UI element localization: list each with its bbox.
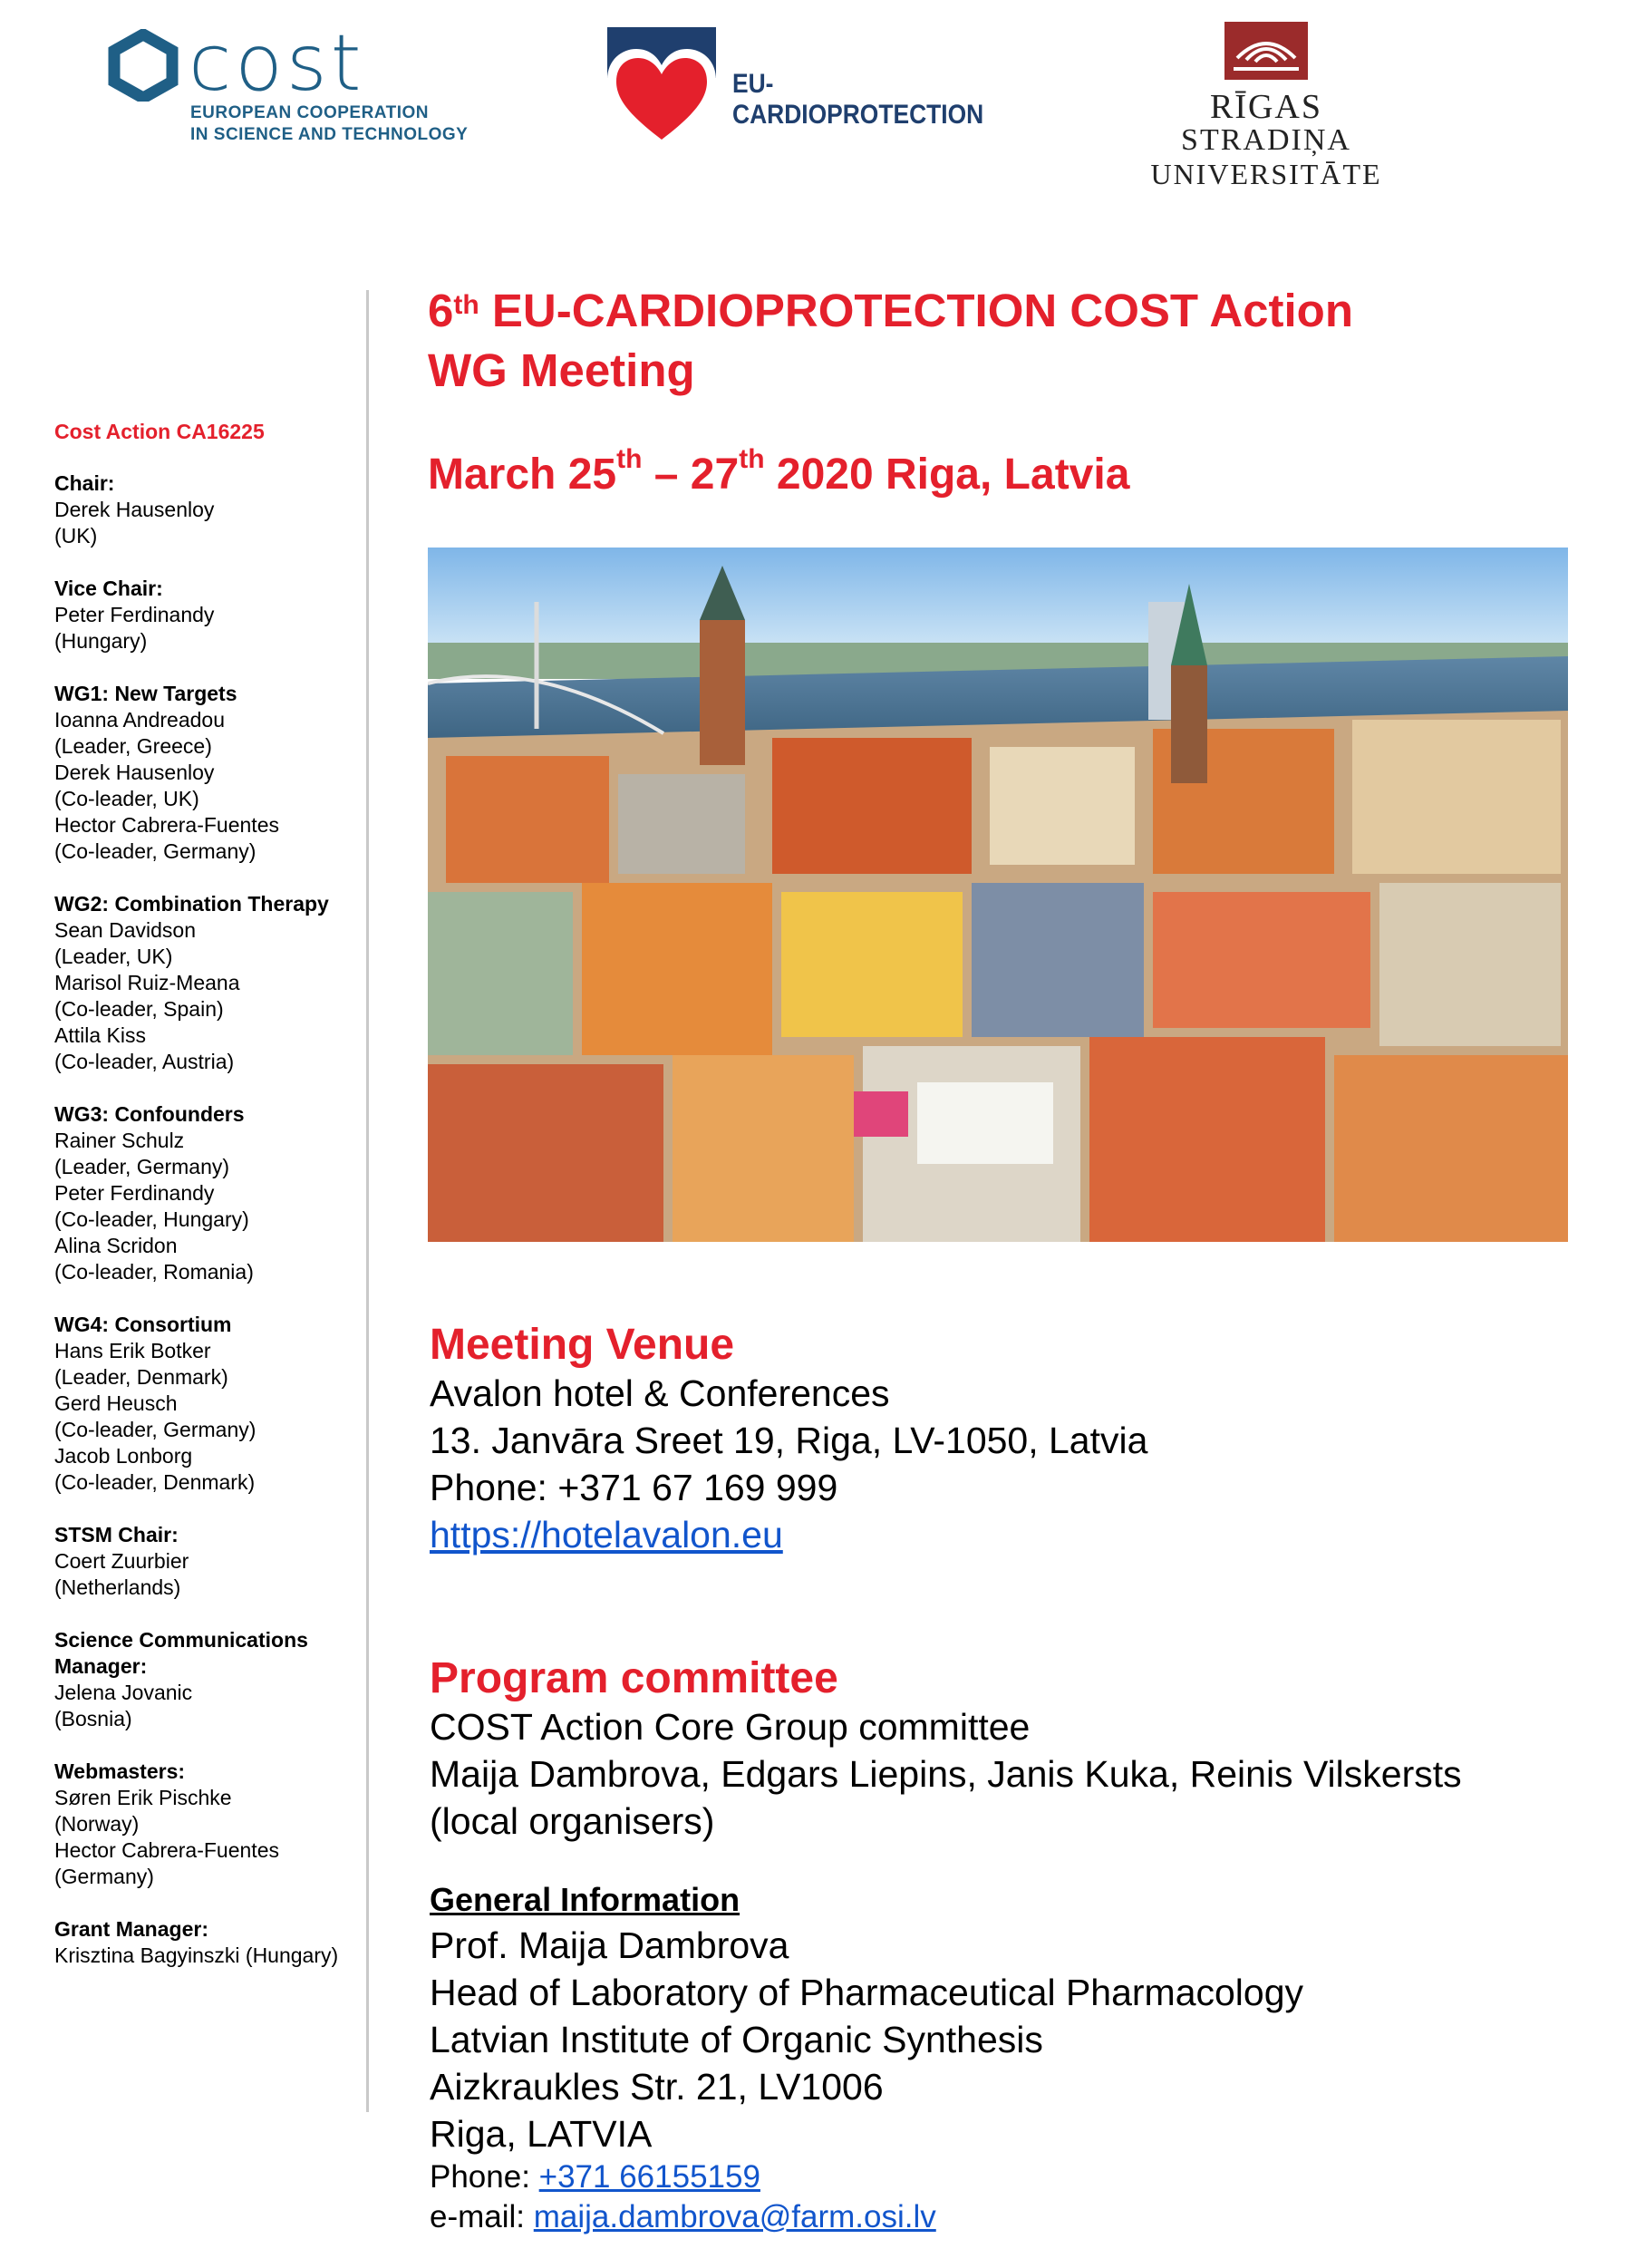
contact-email-row: e-mail: maija.dambrova@farm.osi.lv <box>430 2199 936 2234</box>
sidebar-group-line: (Co-leader, Denmark) <box>54 1470 256 1494</box>
committee-section <box>430 1653 1462 1845</box>
sidebar-group-line: (Hungary) <box>54 629 148 653</box>
sidebar-group-line: Hector Cabrera-Fuentes <box>54 1838 279 1862</box>
contact-address: Aizkraukles Str. 21, LV1006 <box>430 2066 884 2108</box>
sidebar-group-heading: WG3: Confounders <box>54 1102 245 1126</box>
sidebar-group-line: Rainer Schulz <box>54 1129 185 1152</box>
contact-role: Head of Laboratory of Pharmaceutical Pharmacology <box>430 1972 1304 2013</box>
rsu-logo <box>1144 22 1389 203</box>
sidebar-group-heading: WG1: New Targets <box>54 682 237 705</box>
sidebar-group-line: Peter Ferdinandy <box>54 603 215 626</box>
rsu-line-3: UNIVERSITĀTE <box>1150 158 1382 190</box>
sidebar-group-line: (Leader, UK) <box>54 945 173 968</box>
committee-line-2: Maija Dambrova, Edgars Liepins, Janis Kuka, Reinis Vilskersts <box>430 1753 1462 1795</box>
sidebar-group-line: (Co-leader, Hungary) <box>54 1207 249 1231</box>
sidebar-group-line: Hector Cabrera-Fuentes <box>54 813 279 837</box>
rsu-line-2: STRADIŅA <box>1181 123 1351 157</box>
sidebar-groups <box>54 470 381 1969</box>
sidebar-group-line: (Leader, Greece) <box>54 734 212 758</box>
sidebar-group-heading: WG4: Consortium <box>54 1313 232 1336</box>
sidebar-group-line: Peter Ferdinandy <box>54 1181 215 1205</box>
sidebar-group-line: Coert Zuurbier <box>54 1549 189 1573</box>
sidebar-group-line: Hans Erik Botker <box>54 1339 211 1362</box>
sidebar-group-heading: Grant Manager: <box>54 1917 208 1941</box>
sidebar-group-line: (Bosnia) <box>54 1707 132 1730</box>
sidebar-group-heading: Vice Chair: <box>54 577 163 600</box>
eu-cardioprotection-logo <box>607 27 1015 154</box>
contact-institute: Latvian Institute of Organic Synthesis <box>430 2019 1043 2060</box>
riga-photo <box>428 548 1568 1242</box>
sidebar-group <box>54 470 381 549</box>
sidebar-group-line: Derek Hausenloy <box>54 761 215 784</box>
cost-tagline-2: IN SCIENCE AND TECHNOLOGY <box>190 125 469 144</box>
venue-section <box>430 1320 1147 1558</box>
sidebar-group-line: Søren Erik Pischke <box>54 1786 232 1809</box>
contact-city: Riga, LATVIA <box>430 2113 653 2155</box>
sidebar-group <box>54 1312 381 1496</box>
cost-tagline-1: EUROPEAN COOPERATION <box>190 103 430 122</box>
cost-hexagon-icon <box>107 29 179 102</box>
page-title <box>428 281 1588 401</box>
sidebar-group-line: (Co-leader, Germany) <box>54 839 256 863</box>
event-dates: March 25th – 27th 2020 Riga, Latvia <box>428 444 1130 499</box>
general-info-section <box>430 1878 1303 2237</box>
committee-line-3: (local organisers) <box>430 1800 715 1842</box>
venue-address: 13. Janvāra Sreet 19, Riga, LV-1050, Latvia <box>430 1420 1148 1461</box>
sidebar-group-line: Jacob Lonborg <box>54 1444 193 1468</box>
sidebar-group-line: Jelena Jovanic <box>54 1681 193 1704</box>
rsu-emblem-icon <box>1224 22 1308 80</box>
title-line-2: WG Meeting <box>428 344 695 396</box>
sidebar-group-line: (Co-leader, Romania) <box>54 1260 254 1284</box>
contact-phone-row: Phone: +371 66155159 <box>430 2159 760 2195</box>
sidebar-group-line: (UK) <box>54 524 98 548</box>
sidebar-group-line: Krisztina Bagyinszki (Hungary) <box>54 1943 339 1967</box>
sidebar-group <box>54 891 381 1075</box>
sidebar-group-heading: Science Communications Manager: <box>54 1628 308 1678</box>
committee-line-1: COST Action Core Group committee <box>430 1706 1031 1748</box>
venue-name: Avalon hotel & Conferences <box>430 1372 890 1414</box>
sidebar-group-heading: Chair: <box>54 471 115 495</box>
eu-cardioprotection-wordmark: EU-CARDIOPROTECTION <box>732 69 984 130</box>
sidebar-group-line: (Leader, Denmark) <box>54 1365 228 1389</box>
sidebar-group <box>54 1759 381 1890</box>
general-info-heading: General Information <box>430 1881 740 1918</box>
sidebar-group-line: (Leader, Germany) <box>54 1155 230 1178</box>
contact-name: Prof. Maija Dambrova <box>430 1924 789 1966</box>
committee-heading: Program committee <box>430 1654 838 1702</box>
cost-action-id: Cost Action CA16225 <box>54 420 265 443</box>
sidebar-group-line: Attila Kiss <box>54 1023 146 1047</box>
sidebar-group-line: Derek Hausenloy <box>54 498 215 521</box>
sidebar-group <box>54 1916 381 1969</box>
sidebar-group-line: Alina Scridon <box>54 1234 178 1257</box>
title-text: EU-CARDIOPROTECTION COST Action <box>479 285 1353 336</box>
sidebar-group-line: (Netherlands) <box>54 1575 181 1599</box>
sidebar-group-line: (Germany) <box>54 1865 154 1888</box>
sidebar-group <box>54 1522 381 1601</box>
contact-phone-link[interactable]: +371 66155159 <box>538 2159 760 2195</box>
sidebar-group <box>54 576 381 654</box>
sidebar-group-line: (Co-leader, Austria) <box>54 1050 235 1073</box>
heart-icon <box>607 27 716 154</box>
title-ordinal: th <box>453 290 479 320</box>
sidebar-group <box>54 1627 381 1732</box>
cost-logo <box>107 18 488 144</box>
main-header <box>428 281 1588 499</box>
venue-phone: Phone: +371 67 169 999 <box>430 1467 838 1508</box>
sidebar-group-heading: Webmasters: <box>54 1759 186 1783</box>
sidebar-group-line: Gerd Heusch <box>54 1391 178 1415</box>
sidebar-group-heading: STSM Chair: <box>54 1523 179 1546</box>
sidebar-group-line: (Co-leader, Germany) <box>54 1418 256 1441</box>
venue-heading: Meeting Venue <box>430 1321 735 1369</box>
sidebar-group-line: Sean Davidson <box>54 918 196 942</box>
sidebar-group <box>54 681 381 865</box>
sidebar-group-line: (Co-leader, Spain) <box>54 997 224 1021</box>
sidebar-group <box>54 1101 381 1285</box>
contact-email-link[interactable]: maija.dambrova@farm.osi.lv <box>533 2199 936 2234</box>
venue-website-link[interactable]: https://hotelavalon.eu <box>430 1514 783 1556</box>
sidebar-group-line: Marisol Ruiz-Meana <box>54 971 240 994</box>
sidebar-group-line: (Norway) <box>54 1812 140 1836</box>
rsu-line-1: RĪGAS <box>1209 88 1323 126</box>
sidebar-group-heading: WG2: Combination Therapy <box>54 892 329 916</box>
sidebar <box>54 419 381 1995</box>
cost-wordmark: cost <box>189 18 365 109</box>
title-number: 6 <box>428 285 454 336</box>
sidebar-group-line: Ioanna Andreadou <box>54 708 226 732</box>
sidebar-group-line: (Co-leader, UK) <box>54 787 199 810</box>
